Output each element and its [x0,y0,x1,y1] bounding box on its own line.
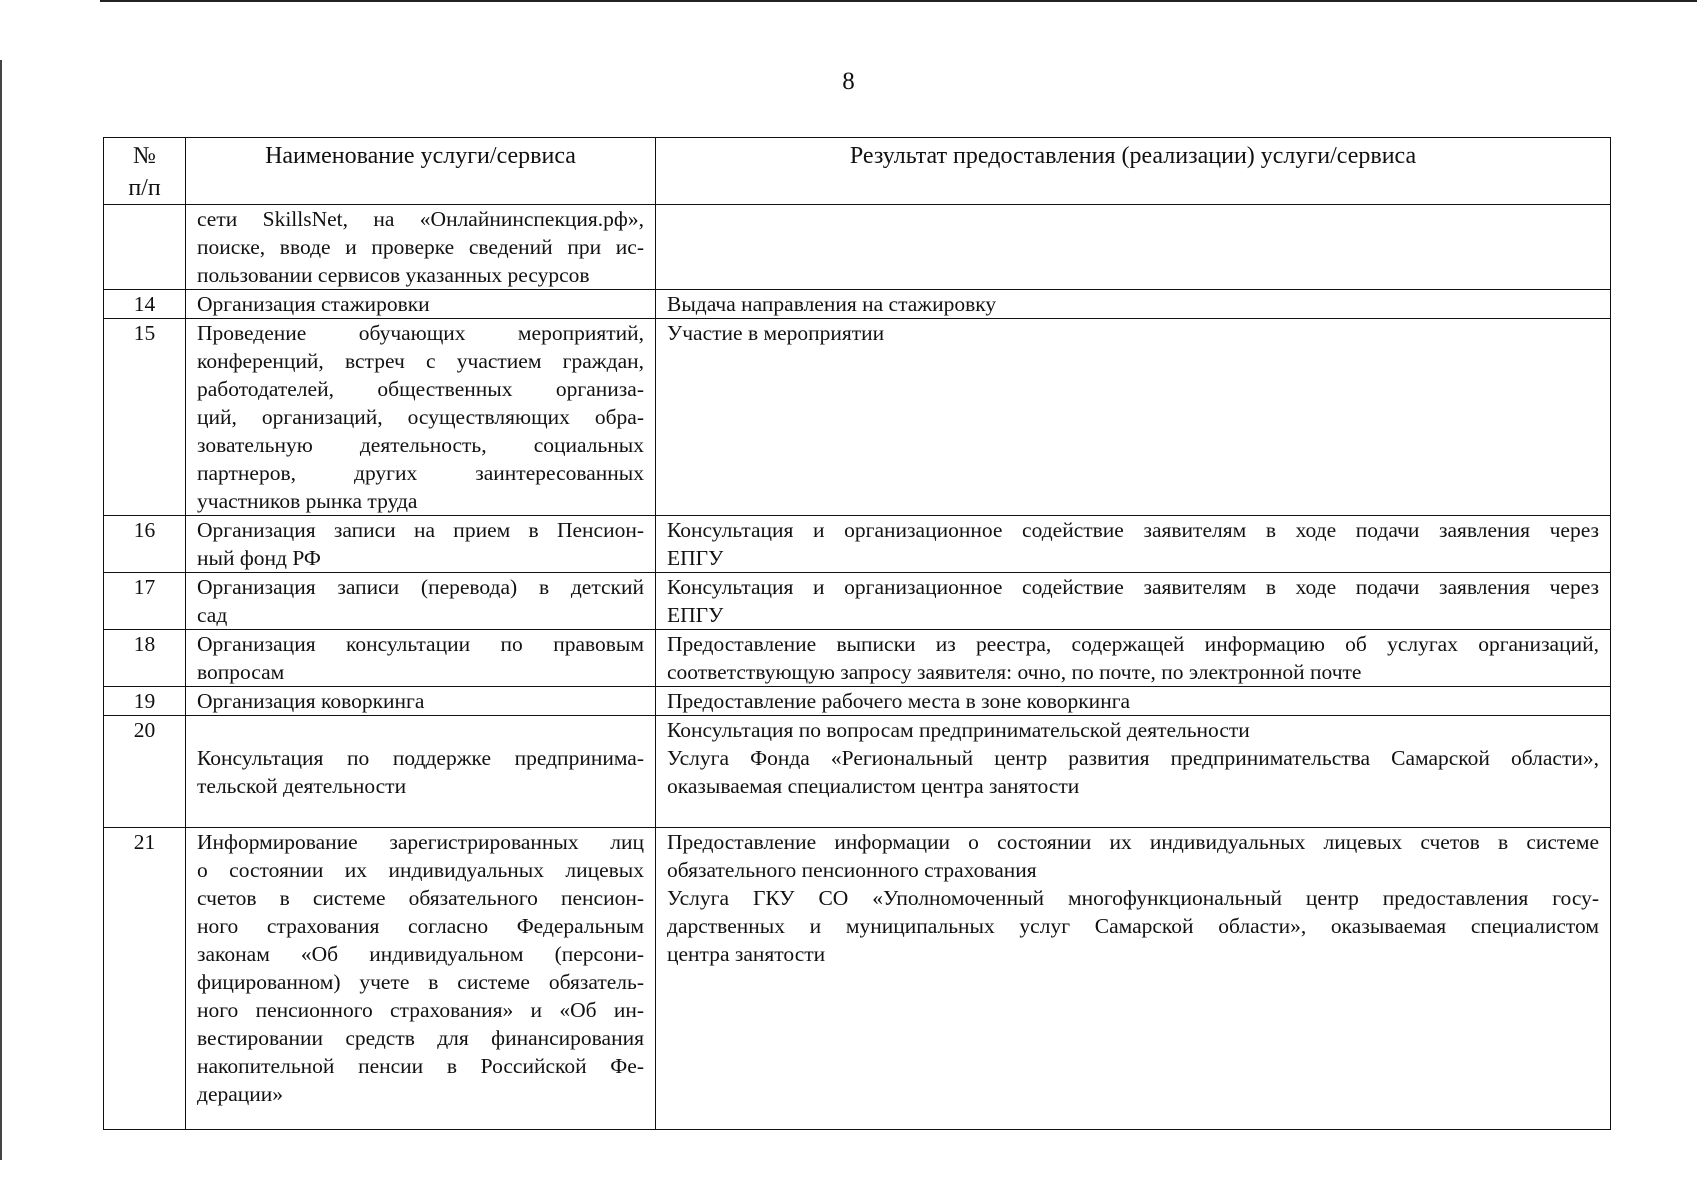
service-result-line: ЕПГУ [667,546,724,570]
row-number [104,205,186,290]
service-result-line: оказываемая специалистом центра занятости [667,774,1080,798]
service-name [186,290,656,319]
service-name-line: участников рынка труда [197,489,418,513]
service-name-line: Информирование зарегистрированных лиц [197,830,644,854]
service-name-line: тельской деятельности [197,774,407,798]
service-result-line: Предоставление рабочего места в зоне коворкинга [667,689,1131,713]
header-service-result: Результат предоставления (реализации) услуги/сервиса [656,138,1611,205]
header-number-abbr: п/п [128,175,161,201]
service-result-line: Услуга Фонда «Региональный центр развития предпринимательства Самарской области», [667,746,1599,770]
service-result [656,205,1611,290]
service-result [656,319,1611,516]
service-name [186,205,656,290]
service-result [656,687,1611,716]
service-name-line: сети SkillsNet, на «Онлайнинспекция.рф», [197,207,644,231]
service-name-line: сад [197,603,228,627]
service-result-line: ЕПГУ [667,603,724,627]
service-name-line: ного страхования согласно Федеральным [197,914,644,938]
service-result-line: обязательного пенсионного страхования [667,858,1037,882]
service-result [656,573,1611,630]
header-number [104,138,186,205]
table-row [104,573,1611,630]
service-name-line: пользовании сервисов указанных ресурсов [197,263,590,287]
table-row [104,205,1611,290]
service-name-line: Организация коворкинга [197,689,425,713]
service-result-line: соответствующую запросу заявителя: очно, по почте, по электронной почте [667,660,1362,684]
service-result [656,516,1611,573]
service-name-line: работодателей, общественных организа- [197,377,644,401]
service-name-line: вестировании средств для финансирования [197,1026,644,1050]
row-number: 18 [104,630,186,687]
row-number: 14 [104,290,186,319]
service-name [186,716,656,828]
service-name-line: Организация консультации по правовым [197,632,644,656]
row-number: 19 [104,687,186,716]
service-name-line: Проведение обучающих мероприятий, [197,321,644,345]
service-name-line: законам «Об индивидуальном (персони- [197,942,644,966]
service-name-line: фицированном) учете в системе обязатель- [197,970,644,994]
service-name-line: Организация записи (перевода) в детский [197,575,644,599]
service-name-line: счетов в системе обязательного пенсион- [197,886,644,910]
service-name [186,687,656,716]
service-name [186,319,656,516]
service-result [656,630,1611,687]
service-name-line: ного пенсионного страхования» и «Об ин- [197,998,644,1022]
service-result [656,716,1611,828]
service-name [186,630,656,687]
service-name-line: накопительной пенсии в Российской Фе- [197,1054,644,1078]
service-name-line: поиске, вводе и проверке сведений при ис- [197,235,644,259]
service-result-line: дарственных и муниципальных услуг Самарской области», оказываемая специалистом [667,914,1599,938]
table-row [104,828,1611,1130]
scan-edge-left [0,60,2,1160]
row-number: 16 [104,516,186,573]
header-service-name: Наименование услуги/сервиса [186,138,656,205]
service-name [186,516,656,573]
service-name-line: Организация записи на прием в Пенсион- [197,518,644,542]
table-row [104,716,1611,828]
table-row [104,290,1611,319]
row-number: 17 [104,573,186,630]
service-result-line: Консультация и организационное содействие заявителям в ходе подачи заявления через [667,575,1599,599]
scan-edge-top [100,0,1697,2]
service-name-line: ный фонд РФ [197,546,321,570]
table-row [104,687,1611,716]
row-number: 20 [104,716,186,828]
header-number-sign: № [133,143,156,169]
service-name-line: ций, организаций, осуществляющих обра- [197,405,644,429]
table-row [104,630,1611,687]
services-table [103,137,1611,1130]
row-number: 15 [104,319,186,516]
row-number: 21 [104,828,186,1130]
service-result [656,828,1611,1130]
service-result-line: Консультация по вопросам предпринимательской деятельности [667,718,1250,742]
service-name-line: зовательную деятельность, социальных [197,433,644,457]
service-name-line: о состоянии их индивидуальных лицевых [197,858,644,882]
service-result-line: Консультация и организационное содействие заявителям в ходе подачи заявления через [667,518,1599,542]
service-result-line: Услуга ГКУ СО «Уполномоченный многофункциональный центр предоставления госу- [667,886,1599,910]
table-header-row [104,138,1611,205]
service-name-line: конференций, встреч с участием граждан, [197,349,644,373]
service-result [656,290,1611,319]
service-name-line: партнеров, других заинтересованных [197,461,644,485]
service-result-line: Предоставление информации о состоянии их индивидуальных лицевых счетов в системе [667,830,1599,854]
service-name [186,828,656,1130]
service-name-line: дерации» [197,1082,284,1106]
service-name-line: Организация стажировки [197,292,430,316]
service-name-line: вопросам [197,660,285,684]
service-result-line: Выдача направления на стажировку [667,292,997,316]
service-name-line: Консультация по поддержке предпринима- [197,746,644,770]
service-name [186,573,656,630]
page-number: 8 [842,68,855,95]
service-result-line: Предоставление выписки из реестра, содержащей информацию об услугах организаций, [667,632,1599,656]
service-result-line: центра занятости [667,942,826,966]
service-result-line: Участие в мероприятии [667,321,885,345]
table-row [104,319,1611,516]
table-row [104,516,1611,573]
